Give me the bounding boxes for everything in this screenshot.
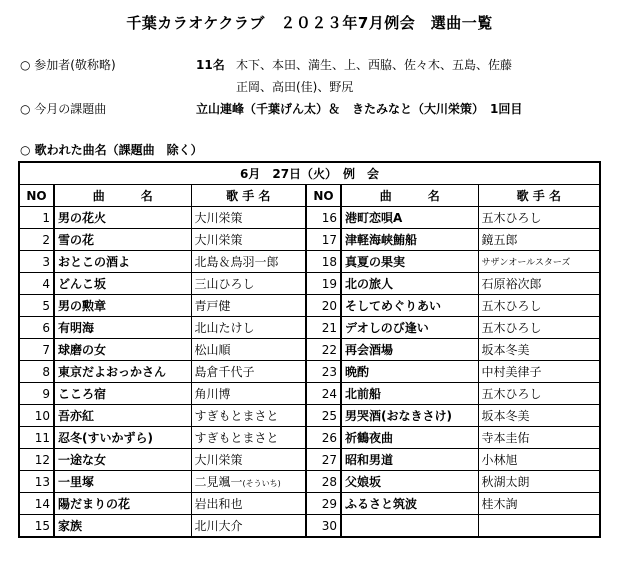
row-no: 25 (306, 405, 341, 427)
assigned-label: ○ 今月の課題曲 (20, 102, 107, 116)
song-title: 北の旅人 (341, 273, 478, 295)
artist-reading-note: (そういち) (242, 479, 281, 488)
row-no: 23 (306, 361, 341, 383)
table-row (19, 405, 600, 427)
sung-songs-label: ○ 歌われた曲名（課題曲 除く） (20, 143, 203, 157)
col-song-left: 曲 名 (54, 185, 191, 207)
row-no: 12 (19, 449, 54, 471)
song-title: 津軽海峡鮪船 (341, 229, 478, 251)
row-no: 26 (306, 427, 341, 449)
song-title: 有明海 (54, 317, 191, 339)
participants-label: ○ 参加者(敬称略) (20, 58, 116, 72)
artist-name: 松山順 (191, 339, 306, 361)
row-no: 1 (19, 207, 54, 229)
artist-name: 三山ひろし (191, 273, 306, 295)
artist-name: 角川博 (191, 383, 306, 405)
song-title: 一途な女 (54, 449, 191, 471)
song-title: 東京だよおっかさん (54, 361, 191, 383)
artist-name: 五木ひろし (478, 383, 600, 405)
song-title: 晩酌 (341, 361, 478, 383)
song-title: 家族 (54, 515, 191, 538)
table-row (19, 427, 600, 449)
artist-name: 大川栄策 (191, 207, 306, 229)
row-no: 27 (306, 449, 341, 471)
song-title: デオしのび逢い (341, 317, 478, 339)
table-row (19, 361, 600, 383)
row-no: 4 (19, 273, 54, 295)
song-table (18, 161, 601, 538)
song-title: 雪の花 (54, 229, 191, 251)
row-no: 2 (19, 229, 54, 251)
table-row (19, 273, 600, 295)
table-row (19, 317, 600, 339)
song-title: 男哭酒(おなきさけ) (341, 405, 478, 427)
artist-name: 五木ひろし (478, 317, 600, 339)
song-title: どんこ坂 (54, 273, 191, 295)
col-no-left: NO (19, 185, 54, 207)
page-title: 千葉カラオケクラブ ２０２３年7月例会 選曲一覧 (126, 14, 493, 32)
table-row (19, 295, 600, 317)
song-title: こころ宿 (54, 383, 191, 405)
table-row (19, 229, 600, 251)
row-no: 18 (306, 251, 341, 273)
row-no: 28 (306, 471, 341, 493)
table-row (19, 339, 600, 361)
artist-name: 五木ひろし (478, 295, 600, 317)
artist-name: サザンオールスターズ (478, 251, 600, 273)
artist-name: 島倉千代子 (191, 361, 306, 383)
song-title: 北前船 (341, 383, 478, 405)
participants-count: 11名 (196, 58, 225, 72)
song-title: 祈鶴夜曲 (341, 427, 478, 449)
song-title: 吾亦紅 (54, 405, 191, 427)
artist-name: すぎもとまさと (191, 405, 306, 427)
row-no: 19 (306, 273, 341, 295)
artist-name: 岩出和也 (191, 493, 306, 515)
song-title: おとこの酒よ (54, 251, 191, 273)
col-song-right: 曲 名 (341, 185, 478, 207)
artist-name: 北川大介 (191, 515, 306, 538)
row-no: 10 (19, 405, 54, 427)
row-no: 13 (19, 471, 54, 493)
row-no: 5 (19, 295, 54, 317)
artist-name (191, 471, 306, 493)
row-no: 21 (306, 317, 341, 339)
date-header: 6月 27日（火） 例 会 (19, 162, 600, 185)
col-no-right: NO (306, 185, 341, 207)
table-row (19, 251, 600, 273)
table-row (19, 471, 600, 493)
song-title (341, 515, 478, 538)
song-title: 昭和男道 (341, 449, 478, 471)
artist-name: 中村美律子 (478, 361, 600, 383)
artist-name: 北島＆鳥羽一郎 (191, 251, 306, 273)
row-no: 8 (19, 361, 54, 383)
row-no: 30 (306, 515, 341, 538)
artist-name-text: 二見颯一 (194, 475, 243, 489)
row-no: 7 (19, 339, 54, 361)
row-no: 3 (19, 251, 54, 273)
artist-name: 北山たけし (191, 317, 306, 339)
artist-name: 大川栄策 (191, 449, 306, 471)
artist-name: 桂木詢 (478, 493, 600, 515)
song-title: 球磨の女 (54, 339, 191, 361)
artist-name: 五木ひろし (478, 207, 600, 229)
artist-name: 寺本圭佑 (478, 427, 600, 449)
song-title: 忍冬(すいかずら) (54, 427, 191, 449)
artist-name: 青戸健 (191, 295, 306, 317)
song-title: 真夏の果実 (341, 251, 478, 273)
table-row (19, 515, 600, 538)
song-title: 男の勲章 (54, 295, 191, 317)
artist-name: 鏡五郎 (478, 229, 600, 251)
artist-name: 小林旭 (478, 449, 600, 471)
artist-name: すぎもとまさと (191, 427, 306, 449)
artist-name: 石原裕次郎 (478, 273, 600, 295)
row-no: 6 (19, 317, 54, 339)
song-title: 父娘坂 (341, 471, 478, 493)
artist-name: 大川栄策 (191, 229, 306, 251)
artist-name: 坂本冬美 (478, 339, 600, 361)
participants-names-line1: 木下、本田、満生、上、西脇、佐々木、五島、佐藤 (236, 58, 513, 72)
song-title: そしてめぐりあい (341, 295, 478, 317)
row-no: 29 (306, 493, 341, 515)
row-no: 20 (306, 295, 341, 317)
table-row (19, 383, 600, 405)
table-row (19, 493, 600, 515)
song-title: 陽だまりの花 (54, 493, 191, 515)
artist-name (478, 515, 600, 538)
song-title: 一里塚 (54, 471, 191, 493)
row-no: 17 (306, 229, 341, 251)
row-no: 14 (19, 493, 54, 515)
song-title: 男の花火 (54, 207, 191, 229)
table-row (19, 449, 600, 471)
song-title: ふるさと筑波 (341, 493, 478, 515)
artist-name: 秋湖太朗 (478, 471, 600, 493)
row-no: 9 (19, 383, 54, 405)
song-title: 港町恋唄A (341, 207, 478, 229)
artist-name: 坂本冬美 (478, 405, 600, 427)
row-no: 24 (306, 383, 341, 405)
participants-names-line2: 正岡、高田(佳)、野尻 (236, 80, 354, 94)
row-no: 15 (19, 515, 54, 538)
assigned-songs: 立山連峰（千葉げん太）＆ きたみなと（大川栄策） 1回目 (196, 102, 523, 116)
row-no: 11 (19, 427, 54, 449)
song-title: 再会酒場 (341, 339, 478, 361)
row-no: 16 (306, 207, 341, 229)
col-artist-left: 歌 手 名 (191, 185, 306, 207)
col-artist-right: 歌 手 名 (478, 185, 600, 207)
table-row (19, 207, 600, 229)
row-no: 22 (306, 339, 341, 361)
